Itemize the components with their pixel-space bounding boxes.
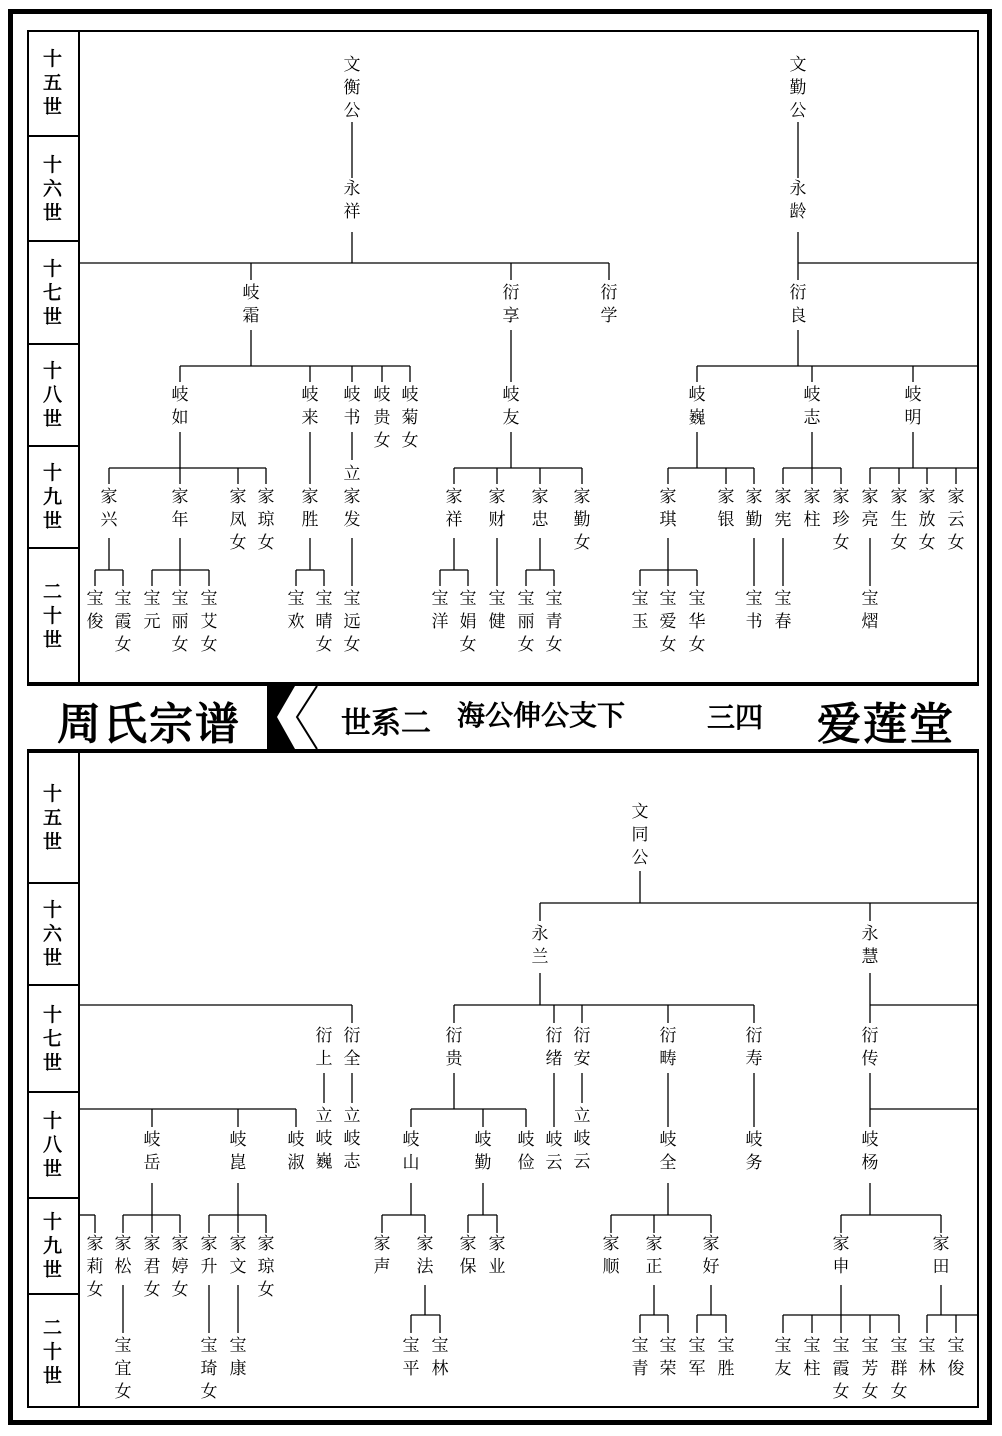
person-node: 衍 绪 [545, 1026, 563, 1069]
person-node: 衍 享 [502, 283, 520, 326]
person-node: 岐 勤 [474, 1130, 492, 1173]
gen-17-bottom: 十 七 世 [27, 986, 78, 1093]
person-node: 岐 云 [545, 1130, 563, 1173]
person-node: 家 莉 女 [86, 1234, 104, 1300]
gen-15-top: 十 五 世 [27, 30, 78, 137]
person-node: 家 琼 女 [257, 487, 275, 553]
person-node: 宝 俊 [947, 1336, 965, 1379]
person-node: 文 勤 公 [789, 55, 807, 121]
person-node: 宝 康 [229, 1336, 247, 1379]
person-node: 衍 畴 [659, 1026, 677, 1069]
gen-19-bottom: 十 九 世 [27, 1199, 78, 1295]
person-node: 家 顺 [602, 1234, 620, 1277]
person-node: 岐 如 [171, 385, 189, 428]
person-node: 衍 良 [789, 283, 807, 326]
person-node: 宝 健 [488, 589, 506, 632]
person-node: 立 岐 巍 [315, 1106, 333, 1172]
person-node: 宝 青 [631, 1336, 649, 1379]
person-node: 岐 杨 [861, 1130, 879, 1173]
person-node: 家 田 [932, 1234, 950, 1277]
person-node: 宝 友 [774, 1336, 792, 1379]
person-node: 宝 晴 女 [315, 589, 333, 655]
page-number: 三四 [707, 701, 764, 734]
generation-column-bottom [27, 753, 80, 1408]
person-node: 宝 娟 女 [459, 589, 477, 655]
gen-16-top: 十 六 世 [27, 137, 78, 242]
person-node: 衍 安 [573, 1026, 591, 1069]
person-node: 宝 元 [143, 589, 161, 632]
person-node: 宝 荣 [659, 1336, 677, 1379]
person-node: 家 兴 [100, 487, 118, 530]
person-node: 家 申 [832, 1234, 850, 1277]
person-node: 家 勤 女 [573, 487, 591, 553]
person-node: 家 保 [459, 1234, 477, 1277]
gen-16-bottom: 十 六 世 [27, 884, 78, 986]
person-node: 衍 上 [315, 1026, 333, 1069]
person-node: 宝 书 [745, 589, 763, 632]
branch-label: 海公伸公支下 [457, 699, 626, 732]
person-node: 宝 玉 [631, 589, 649, 632]
person-node: 家 银 [717, 487, 735, 530]
person-node: 永 兰 [531, 924, 549, 967]
person-node: 家 财 [488, 487, 506, 530]
person-node: 宝 春 [774, 589, 792, 632]
person-node: 家 琼 女 [257, 1234, 275, 1300]
person-node: 宝 林 [918, 1336, 936, 1379]
person-node: 宝 林 [431, 1336, 449, 1379]
hall-name: 爱莲堂 [817, 699, 955, 750]
person-node: 家 珍 女 [832, 487, 850, 553]
gen-20-top: 二 十 世 [42, 580, 62, 651]
person-node: 永 祥 [343, 179, 361, 222]
person-node: 家 祥 [445, 487, 463, 530]
person-node: 永 慧 [861, 924, 879, 967]
person-node: 宝 军 [688, 1336, 706, 1379]
person-node: 衍 全 [343, 1026, 361, 1069]
person-node: 家 宪 [774, 487, 792, 530]
person-node: 宝 艾 女 [200, 589, 218, 655]
person-node: 岐 志 [803, 385, 821, 428]
person-node: 宝 熠 [861, 589, 879, 632]
person-node: 宝 爱 女 [659, 589, 677, 655]
person-node: 宝 华 女 [688, 589, 706, 655]
gen-17-top: 十 七 世 [27, 242, 78, 345]
person-node: 岐 全 [659, 1130, 677, 1173]
chevron-ornament-icon [267, 686, 337, 749]
person-node: 宝 霞 女 [832, 1336, 850, 1402]
series-label: 世系二 [341, 706, 431, 741]
person-node: 家 胜 [301, 487, 319, 530]
person-node: 家 声 [373, 1234, 391, 1277]
person-node: 家 琪 [659, 487, 677, 530]
person-node: 宝 丽 女 [517, 589, 535, 655]
gen-15-bottom: 十 五 世 [27, 753, 78, 884]
person-node: 家 正 [645, 1234, 663, 1277]
person-node: 宝 霞 女 [114, 589, 132, 655]
person-node: 家 生 女 [890, 487, 908, 553]
person-node: 衍 学 [600, 283, 618, 326]
person-node: 岐 崑 [229, 1130, 247, 1173]
person-node: 宝 俊 [86, 589, 104, 632]
person-node: 立 岐 志 [343, 1106, 361, 1172]
person-node: 家 好 [702, 1234, 720, 1277]
tree-lines-top [80, 30, 979, 682]
top-panel [27, 30, 979, 682]
person-node: 家 柱 [803, 487, 821, 530]
gen-20-bottom: 二 十 世 [42, 1316, 62, 1387]
genealogy-title: 周氏宗谱 [57, 699, 241, 750]
bottom-panel [27, 753, 979, 1408]
person-node: 宝 芳 女 [861, 1336, 879, 1402]
person-node: 宝 洋 [431, 589, 449, 632]
person-node: 岐 贵 女 [373, 385, 391, 451]
person-node: 家 法 [416, 1234, 434, 1277]
person-node: 宝 柱 [803, 1336, 821, 1379]
person-node: 岐 霜 [242, 283, 260, 326]
person-node: 衍 贵 [445, 1026, 463, 1069]
person-node: 岐 友 [502, 385, 520, 428]
person-node: 岐 山 [402, 1130, 420, 1173]
person-node: 宝 胜 [717, 1336, 735, 1379]
tree-lines-bottom [80, 753, 979, 1408]
person-node: 岐 来 [301, 385, 319, 428]
person-node: 家 业 [488, 1234, 506, 1277]
person-node: 文 衡 公 [343, 55, 361, 121]
person-node: 衍 传 [861, 1026, 879, 1069]
person-node: 岐 俭 [517, 1130, 535, 1173]
person-node: 岐 菊 女 [401, 385, 419, 451]
person-node: 衍 寿 [745, 1026, 763, 1069]
person-node: 岐 明 [904, 385, 922, 428]
generation-column-top [27, 30, 80, 682]
person-node: 家 凤 女 [229, 487, 247, 553]
person-node: 宝 欢 [287, 589, 305, 632]
person-node: 宝 宜 女 [114, 1336, 132, 1402]
person-node: 家 松 [114, 1234, 132, 1277]
person-node: 家 君 女 [143, 1234, 161, 1300]
person-node: 家 放 女 [918, 487, 936, 553]
person-node: 宝 丽 女 [171, 589, 189, 655]
person-node: 家 婷 女 [171, 1234, 189, 1300]
person-node: 宝 群 女 [890, 1336, 908, 1402]
person-node: 宝 远 女 [343, 589, 361, 655]
person-node: 岐 书 [343, 385, 361, 428]
person-node: 家 亮 [861, 487, 879, 530]
person-node: 家 勤 [745, 487, 763, 530]
person-node: 宝 平 [402, 1336, 420, 1379]
person-node: 永 龄 [789, 179, 807, 222]
person-node: 岐 淑 [287, 1130, 305, 1173]
person-node: 家 文 [229, 1234, 247, 1277]
person-node: 宝 青 女 [545, 589, 563, 655]
person-node: 文 同 公 [631, 802, 649, 868]
person-node: 家 云 女 [947, 487, 965, 553]
person-node: 宝 琦 女 [200, 1336, 218, 1402]
gen-18-top: 十 八 世 [27, 345, 78, 447]
person-node: 家 年 [171, 487, 189, 530]
person-node: 立 岐 云 [573, 1106, 591, 1172]
person-node: 岐 务 [745, 1130, 763, 1173]
person-node: 家 忠 [531, 487, 549, 530]
person-node: 家 升 [200, 1234, 218, 1277]
person-node: 立 家 发 [343, 464, 361, 530]
person-node: 岐 岳 [143, 1130, 161, 1173]
title-banner [27, 682, 979, 753]
gen-18-bottom: 十 八 世 [27, 1093, 78, 1199]
person-node: 岐 巍 [688, 385, 706, 428]
gen-19-top: 十 九 世 [27, 447, 78, 549]
